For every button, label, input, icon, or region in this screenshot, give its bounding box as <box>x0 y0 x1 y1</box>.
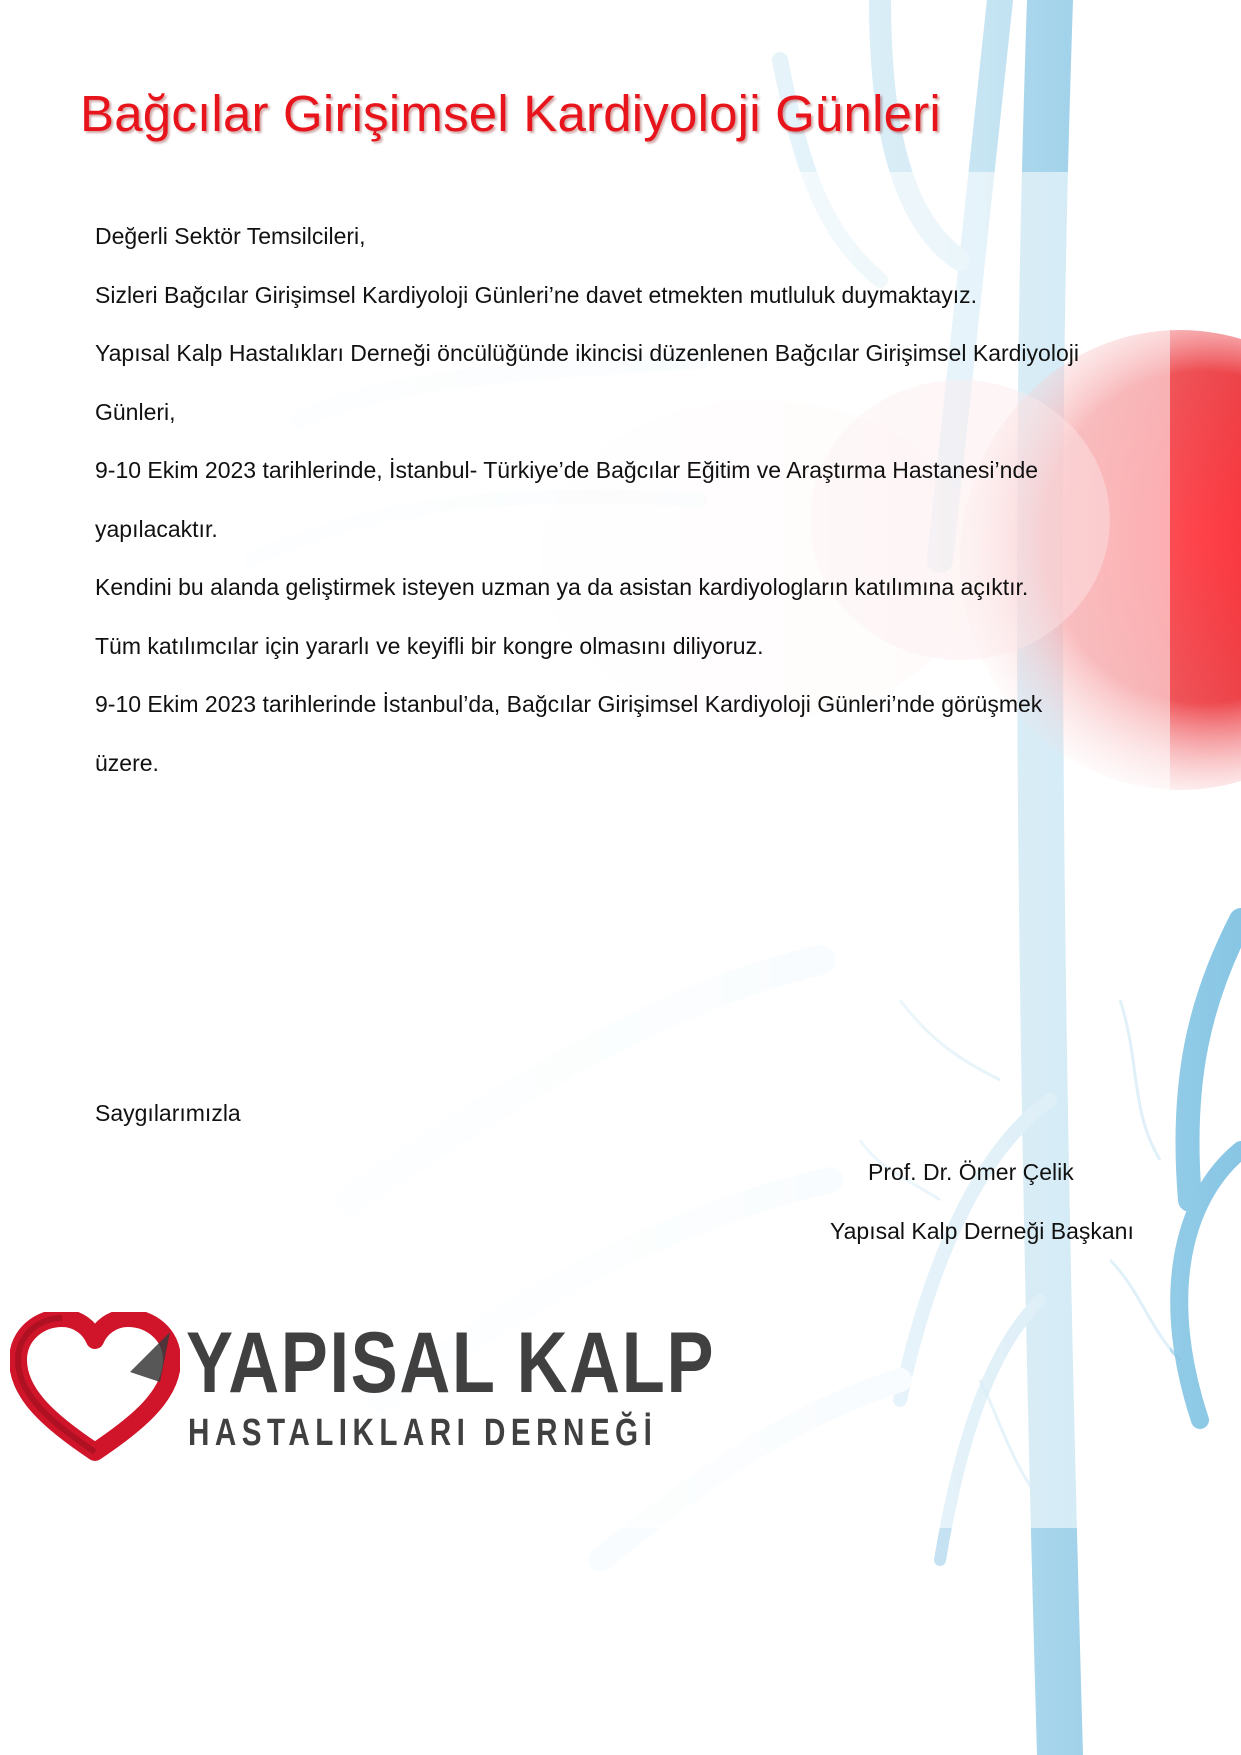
logo-title: YAPISAL KALP <box>186 1315 716 1411</box>
letter-line: Sizleri Bağcılar Girişimsel Kardiyoloji Günleri’ne davet etmekten mutluluk duymaktayız. <box>95 281 978 308</box>
association-logo <box>10 1312 716 1462</box>
signature-title: Yapısal Kalp Derneği Başkanı <box>830 1218 1134 1244</box>
letter-line: 9-10 Ekim 2023 tarihlerinde İstanbul’da, Bağcılar Girişimsel Kardiyoloji Günleri’nde görüşmek <box>95 691 1043 717</box>
page-title: Bağcılar Girişimsel Kardiyoloji Günleri <box>80 85 941 142</box>
letter-line: üzere. <box>95 749 159 776</box>
letter-line: Kendini bu alanda geliştirmek isteyen uzman ya da asistan kardiyologların katılımına açıktır. <box>95 574 1029 600</box>
letter-body <box>95 207 1175 792</box>
letter-line: Yapısal Kalp Hastalıkları Derneği öncülüğünde ikincisi düzenlenen Bağcılar Girişimsel Kardiyoloji <box>95 340 1079 366</box>
letter-line: yapılacaktır. <box>95 515 218 542</box>
salutation: Değerli Sektör Temsilcileri, <box>95 223 366 249</box>
heart-logo-icon <box>10 1312 180 1462</box>
letter-line: 9-10 Ekim 2023 tarihlerinde, İstanbul- Türkiye’de Bağcılar Eğitim ve Araştırma Hastanesi’nde <box>95 457 1039 483</box>
letter-line: Tüm katılımcılar için yararlı ve keyifli bir kongre olmasını diliyoruz. <box>95 632 764 659</box>
logo-subtitle: HASTALIKLARI DERNEĞİ <box>188 1412 658 1454</box>
letter-line: Günleri, <box>95 398 176 425</box>
signature-name: Prof. Dr. Ömer Çelik <box>868 1159 1074 1185</box>
closing-text: Saygılarımızla <box>95 1100 241 1126</box>
